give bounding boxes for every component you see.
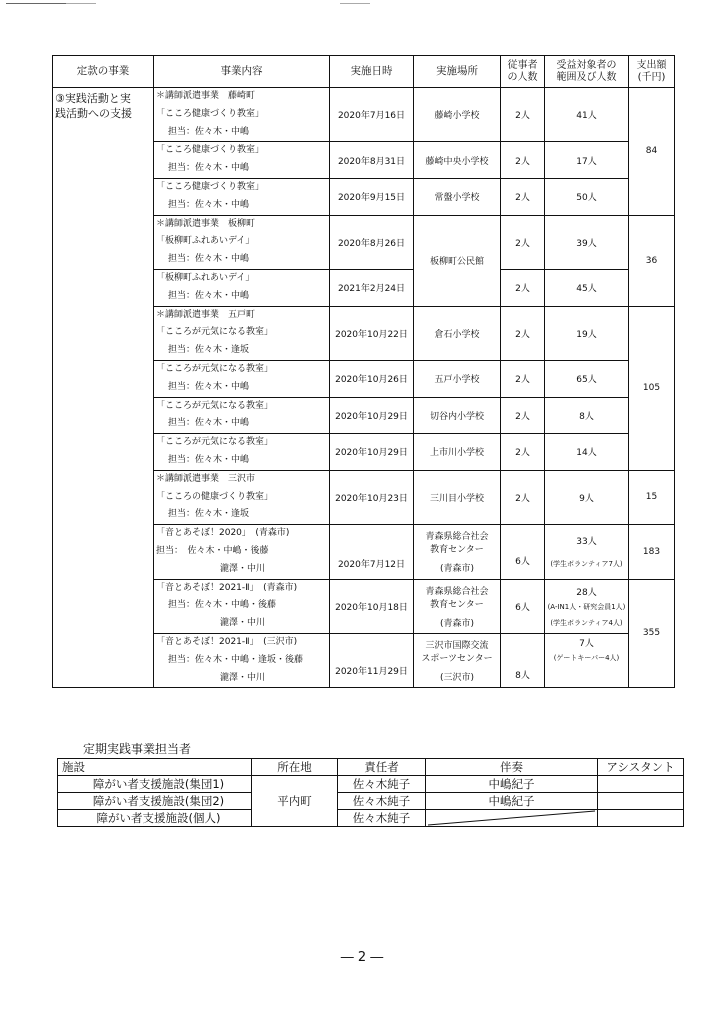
accompanist-cell: 中嶋紀子 bbox=[426, 776, 598, 793]
staff-count-cell: 6人 bbox=[501, 525, 545, 579]
date-cell: 2020年10月29日 bbox=[330, 434, 414, 471]
top-rule-left-2 bbox=[66, 3, 96, 4]
date-cell: 2020年7月16日 bbox=[330, 88, 414, 142]
top-rule-left bbox=[6, 3, 66, 4]
header-place: 実施場所 bbox=[414, 56, 501, 88]
target-cell: 45人 bbox=[545, 269, 629, 306]
date-cell: 2021年2月24日 bbox=[330, 269, 414, 306]
place-cell: 倉石小学校 bbox=[414, 306, 501, 360]
header-location: 所在地 bbox=[252, 759, 338, 776]
date-cell: 2020年8月26日 bbox=[330, 215, 414, 269]
assistant-cell bbox=[598, 776, 684, 793]
place-cell: 青森県総合社会 教育センター (青森市) bbox=[414, 525, 501, 579]
staff-count-cell: 2人 bbox=[501, 360, 545, 397]
place-cell: 藤崎小学校 bbox=[414, 88, 501, 142]
staff-count-cell: 8人 bbox=[501, 633, 545, 687]
place-cell: 青森県総合社会 教育センター (青森市) bbox=[414, 579, 501, 633]
header-facility: 施設 bbox=[58, 759, 252, 776]
place-cell: 五戸小学校 bbox=[414, 360, 501, 397]
target-cell: 14人 bbox=[545, 434, 629, 471]
activities-table bbox=[52, 55, 675, 688]
header-manager: 責任者 bbox=[338, 759, 426, 776]
content-cell: 「こころ健康づくり教室」 担当：佐々木・中嶋 bbox=[154, 142, 330, 179]
page-number: ― 2 ― bbox=[340, 950, 384, 965]
place-cell: 三川目小学校 bbox=[414, 470, 501, 524]
date-cell: 2020年10月18日 bbox=[330, 579, 414, 633]
place-cell: 藤崎中央小学校 bbox=[414, 142, 501, 179]
date-cell: 2020年7月12日 bbox=[330, 525, 414, 579]
cost-cell: 355 bbox=[629, 579, 675, 688]
content-cell: 「こころが元気になる教室」 担当：佐々木・中嶋 bbox=[154, 397, 330, 434]
content-cell: ＊講師派遣事業 五戸町 「こころが元気になる教室」 担当：佐々木・逢坂 bbox=[154, 306, 330, 360]
staff-section-title: 定期実践事業担当者 bbox=[83, 742, 192, 756]
accompanist-cell-empty bbox=[426, 810, 598, 827]
staff-header-row bbox=[58, 759, 684, 776]
table-row bbox=[58, 776, 684, 793]
location-cell: 平内町 bbox=[252, 776, 338, 827]
cost-cell: 84 bbox=[629, 88, 675, 216]
content-cell: 「こころが元気になる教室」 担当：佐々木・中嶋 bbox=[154, 434, 330, 471]
assistant-cell bbox=[598, 810, 684, 827]
staff-count-cell: 2人 bbox=[501, 88, 545, 142]
content-cell: 「音とあそぼ！2021-Ⅱ」 (三沢市) 担当：佐々木・中嶋・逢坂・後藤 瀧澤・中川 bbox=[154, 633, 330, 687]
diagonal-strike-line bbox=[426, 810, 597, 826]
cost-cell: 183 bbox=[629, 525, 675, 579]
manager-cell: 佐々木純子 bbox=[338, 776, 426, 793]
staff-count-cell: 2人 bbox=[501, 397, 545, 434]
header-content: 事業内容 bbox=[154, 56, 330, 88]
cost-cell: 105 bbox=[629, 306, 675, 470]
staff-count-cell: 2人 bbox=[501, 306, 545, 360]
table-row bbox=[53, 88, 675, 142]
date-cell: 2020年10月29日 bbox=[330, 397, 414, 434]
header-target: 受益対象者の 範囲及び人数 bbox=[545, 56, 629, 88]
target-cell: 28人 (A-IN1人・研究会員1人) (学生ボランティア4人) bbox=[545, 579, 629, 633]
content-cell: 「音とあそぼ！2020」 (青森市) 担当： 佐々木・中嶋・後藤 瀧澤・中川 bbox=[154, 525, 330, 579]
staff-count-cell: 2人 bbox=[501, 215, 545, 269]
place-cell: 切谷内小学校 bbox=[414, 397, 501, 434]
header-category: 定款の事業 bbox=[53, 56, 154, 88]
place-cell: 三沢市国際交流 スポーツセンター (三沢市) bbox=[414, 633, 501, 687]
target-cell: 65人 bbox=[545, 360, 629, 397]
table-row bbox=[58, 810, 684, 827]
cost-cell: 15 bbox=[629, 470, 675, 524]
facility-cell: 障がい者支援施設(集団2) bbox=[58, 793, 252, 810]
content-cell: ＊講師派遣事業 三沢市 「こころの健康づくり教室」 担当：佐々木・逢坂 bbox=[154, 470, 330, 524]
target-cell: 9人 bbox=[545, 470, 629, 524]
facility-cell: 障がい者支援施設(集団1) bbox=[58, 776, 252, 793]
target-cell: 50人 bbox=[545, 178, 629, 215]
staff-count-cell: 2人 bbox=[501, 434, 545, 471]
date-cell: 2020年10月23日 bbox=[330, 470, 414, 524]
target-cell: 41人 bbox=[545, 88, 629, 142]
manager-cell: 佐々木純子 bbox=[338, 810, 426, 827]
date-cell: 2020年10月22日 bbox=[330, 306, 414, 360]
content-cell: ＊講師派遣事業 板柳町 「板柳町ふれあいデイ」 担当：佐々木・中嶋 bbox=[154, 215, 330, 269]
date-cell: 2020年11月29日 bbox=[330, 633, 414, 687]
date-cell: 2020年10月26日 bbox=[330, 360, 414, 397]
header-row bbox=[53, 56, 675, 88]
cost-cell: 36 bbox=[629, 215, 675, 306]
place-cell: 常盤小学校 bbox=[414, 178, 501, 215]
target-cell: 19人 bbox=[545, 306, 629, 360]
staff-count-cell: 6人 bbox=[501, 579, 545, 633]
header-staff-count: 従事者 の人数 bbox=[501, 56, 545, 88]
content-cell: 「こころが元気になる教室」 担当：佐々木・中嶋 bbox=[154, 360, 330, 397]
facility-cell: 障がい者支援施設(個人) bbox=[58, 810, 252, 827]
target-cell: 39人 bbox=[545, 215, 629, 269]
content-cell: ＊講師派遣事業 藤崎町 「こころ健康づくり教室」 担当：佐々木・中嶋 bbox=[154, 88, 330, 142]
target-cell: 33人 (学生ボランティア7人) bbox=[545, 525, 629, 579]
staff-table bbox=[57, 758, 684, 827]
content-cell: 「板柳町ふれあいデイ」 担当：佐々木・中嶋 bbox=[154, 269, 330, 306]
staff-count-cell: 2人 bbox=[501, 470, 545, 524]
date-cell: 2020年9月15日 bbox=[330, 178, 414, 215]
header-assistant: アシスタント bbox=[598, 759, 684, 776]
top-rule-center bbox=[340, 3, 370, 4]
content-cell: 「こころ健康づくり教室」 担当：佐々木・中嶋 bbox=[154, 178, 330, 215]
header-date: 実施日時 bbox=[330, 56, 414, 88]
header-cost: 支出額 (千円) bbox=[629, 56, 675, 88]
staff-count-cell: 2人 bbox=[501, 269, 545, 306]
table-row bbox=[58, 793, 684, 810]
header-accompanist: 伴奏 bbox=[426, 759, 598, 776]
place-cell: 板柳町公民館 bbox=[414, 215, 501, 306]
assistant-cell bbox=[598, 793, 684, 810]
staff-count-cell: 2人 bbox=[501, 178, 545, 215]
staff-count-cell: 2人 bbox=[501, 142, 545, 179]
target-cell: 17人 bbox=[545, 142, 629, 179]
target-cell: 7人 (ゲートキーパー4人) bbox=[545, 633, 629, 687]
target-cell: 8人 bbox=[545, 397, 629, 434]
category-cell: ③実践活動と実 践活動への支援 bbox=[53, 88, 154, 688]
manager-cell: 佐々木純子 bbox=[338, 793, 426, 810]
date-cell: 2020年8月31日 bbox=[330, 142, 414, 179]
place-cell: 上市川小学校 bbox=[414, 434, 501, 471]
accompanist-cell: 中嶋紀子 bbox=[426, 793, 598, 810]
content-cell: 「音とあそぼ！2021-Ⅱ」 (青森市) 担当：佐々木・中嶋・後藤 瀧澤・中川 bbox=[154, 579, 330, 633]
